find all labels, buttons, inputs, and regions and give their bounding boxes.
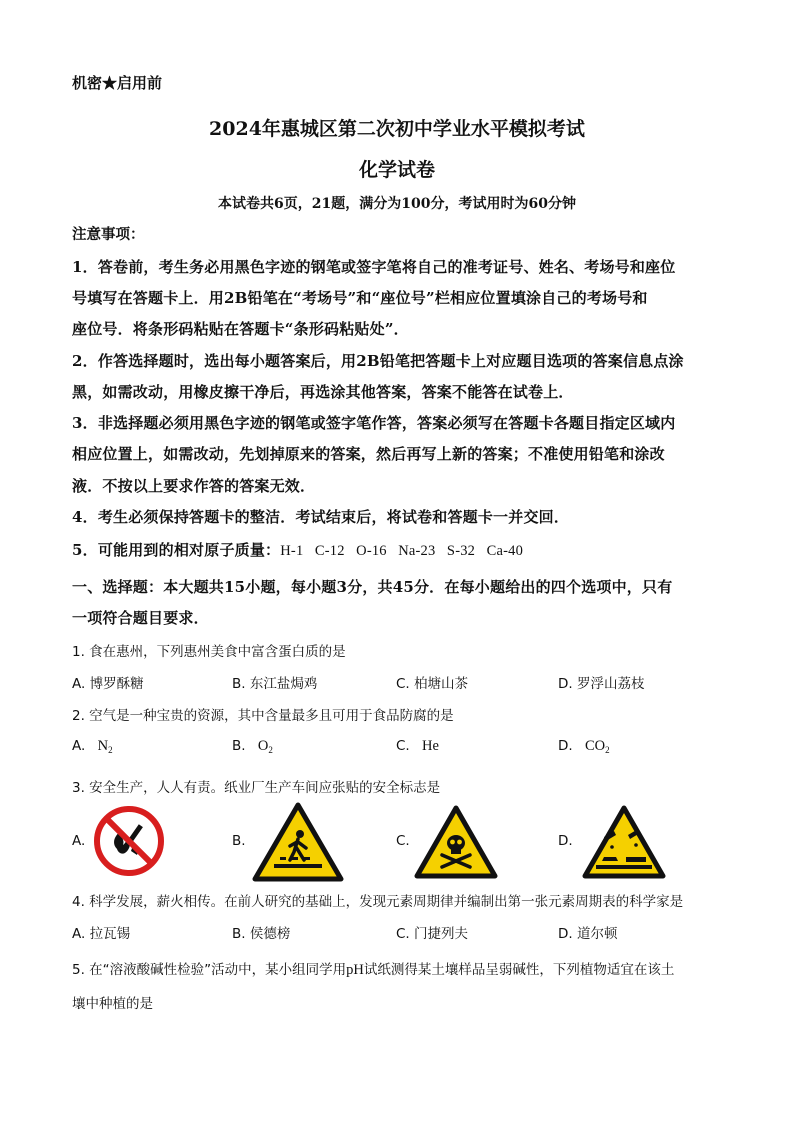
pedestrian-warning-icon — [252, 802, 344, 882]
q2-option-d — [558, 738, 610, 755]
q4-option-c: C. 门捷列夫 — [396, 926, 469, 942]
notice-line: 3．非选择题必须用黑色字迹的钢笔或签字笔作答，答案必须写在答题卡各题目指定区域内 — [72, 414, 676, 432]
question-5-stem-cont: 壤中种植的是 — [72, 996, 153, 1012]
q5-stem-part2: 试纸测得某土壤样品呈弱碱性，下列植物适宜在该土 — [363, 962, 675, 978]
q1-option-a: A. 博罗酥糖 — [72, 676, 144, 692]
q2-d-formula — [585, 738, 610, 754]
q2-c-label: C. — [396, 738, 410, 754]
no-open-flame-icon — [93, 805, 165, 877]
q2-b-label: B. — [232, 738, 246, 754]
q2-c-formula: He — [422, 738, 439, 754]
q4-option-b: B. 侯德榜 — [232, 926, 291, 942]
formula-main: N — [97, 738, 109, 754]
q4-option-a: A. 拉瓦锡 — [72, 926, 131, 942]
notice-heading: 注意事项： — [72, 226, 145, 243]
q1-option-d: D. 罗浮山荔枝 — [558, 676, 645, 692]
notice-line: 相应位置上，如需改动，先划掉原来的答案，然后再写上新的答案；不准使用铅笔和涂改 — [72, 445, 665, 463]
q2-d-label: D. — [558, 738, 573, 754]
corrosive-warning-icon — [582, 805, 666, 879]
notice-line: 1．答卷前，考生务必用黑色字迹的钢笔或签字笔将自己的准考证号、姓名、考场号和座位 — [72, 258, 676, 276]
formula-sub: 2 — [108, 745, 113, 755]
subject-title: 化学试卷 — [358, 159, 435, 181]
notice-line-5 — [72, 539, 523, 560]
q3-option-a: A. — [72, 833, 86, 849]
question-4-stem: 4. 科学发展，薪火相传。在前人研究的基础上，发现元素周期律并编制出第一张元素周期表的科学家是 — [72, 894, 684, 910]
ph-symbol: pH — [346, 962, 364, 978]
notice-line-5-prefix: 5．可能用到的相对原子质量： — [72, 541, 281, 559]
exam-title: 2024年惠城区第二次初中学业水平模拟考试 — [209, 118, 585, 140]
notice-line: 黑，如需改动，用橡皮擦干净后，再选涂其他答案，答案不能答在试卷上． — [72, 383, 574, 401]
q3-option-d: D. — [558, 833, 573, 849]
notice-line: 座位号．将条形码粘贴在答题卡“条形码粘贴处”． — [72, 320, 409, 338]
question-3-stem: 3. 安全生产，人人有责。纸业厂生产车间应张贴的安全标志是 — [72, 780, 441, 796]
secret-label: 机密★启用前 — [72, 74, 163, 92]
exam-info: 本试卷共6页，21题，满分为100分，考试用时为60分钟 — [218, 196, 576, 212]
q3-option-b: B. — [232, 833, 246, 849]
q4-option-d: D. 道尔顿 — [558, 926, 618, 942]
question-1-stem: 1. 食在惠州，下列惠州美食中富含蛋白质的是 — [72, 644, 346, 660]
q2-b-formula — [258, 738, 273, 754]
formula-main: O — [257, 738, 269, 754]
formula-sub: 2 — [605, 745, 610, 755]
notice-line: 4．考生必须保持答题卡的整洁．考试结束后，将试卷和答题卡一并交回． — [72, 508, 570, 526]
notice-line: 号填写在答题卡上．用2B铅笔在“考场号”和“座位号”栏相应位置填涂自己的考场号和 — [72, 289, 648, 307]
q2-option-a — [72, 738, 113, 755]
section-heading-cont: 一项符合题目要求． — [72, 609, 209, 627]
section-heading: 一、选择题：本大题共15小题，每小题3分，共45分．在每小题给出的四个选项中，只有 — [72, 578, 673, 596]
q1-option-b: B. 东江盐焗鸡 — [232, 676, 318, 692]
question-5-stem — [72, 958, 674, 979]
q3-option-c: C. — [396, 833, 410, 849]
question-2-stem: 2. 空气是一种宝贵的资源，其中含量最多且可用于食品防腐的是 — [72, 708, 454, 724]
q2-option-b — [232, 738, 273, 755]
q1-option-c: C. 柏塘山茶 — [396, 676, 469, 692]
formula-sub: 2 — [268, 745, 273, 755]
q5-stem-part1: 5. 在“溶液酸碱性检验”活动中，某小组同学用 — [72, 962, 347, 978]
q2-option-c — [396, 738, 439, 755]
q2-a-label: A. — [72, 738, 86, 754]
toxic-warning-icon — [414, 805, 498, 879]
formula-main: CO — [584, 738, 606, 754]
notice-line: 2．作答选择题时，选出每小题答案后，用2B铅笔把答题卡上对应题目选项的答案信息点涂 — [72, 352, 684, 370]
notice-line: 液．不按以上要求作答的答案无效． — [72, 477, 316, 495]
atomic-masses: H-1 C-12 O-16 Na-23 S-32 Ca-40 — [280, 543, 524, 559]
q2-a-formula — [98, 738, 113, 754]
